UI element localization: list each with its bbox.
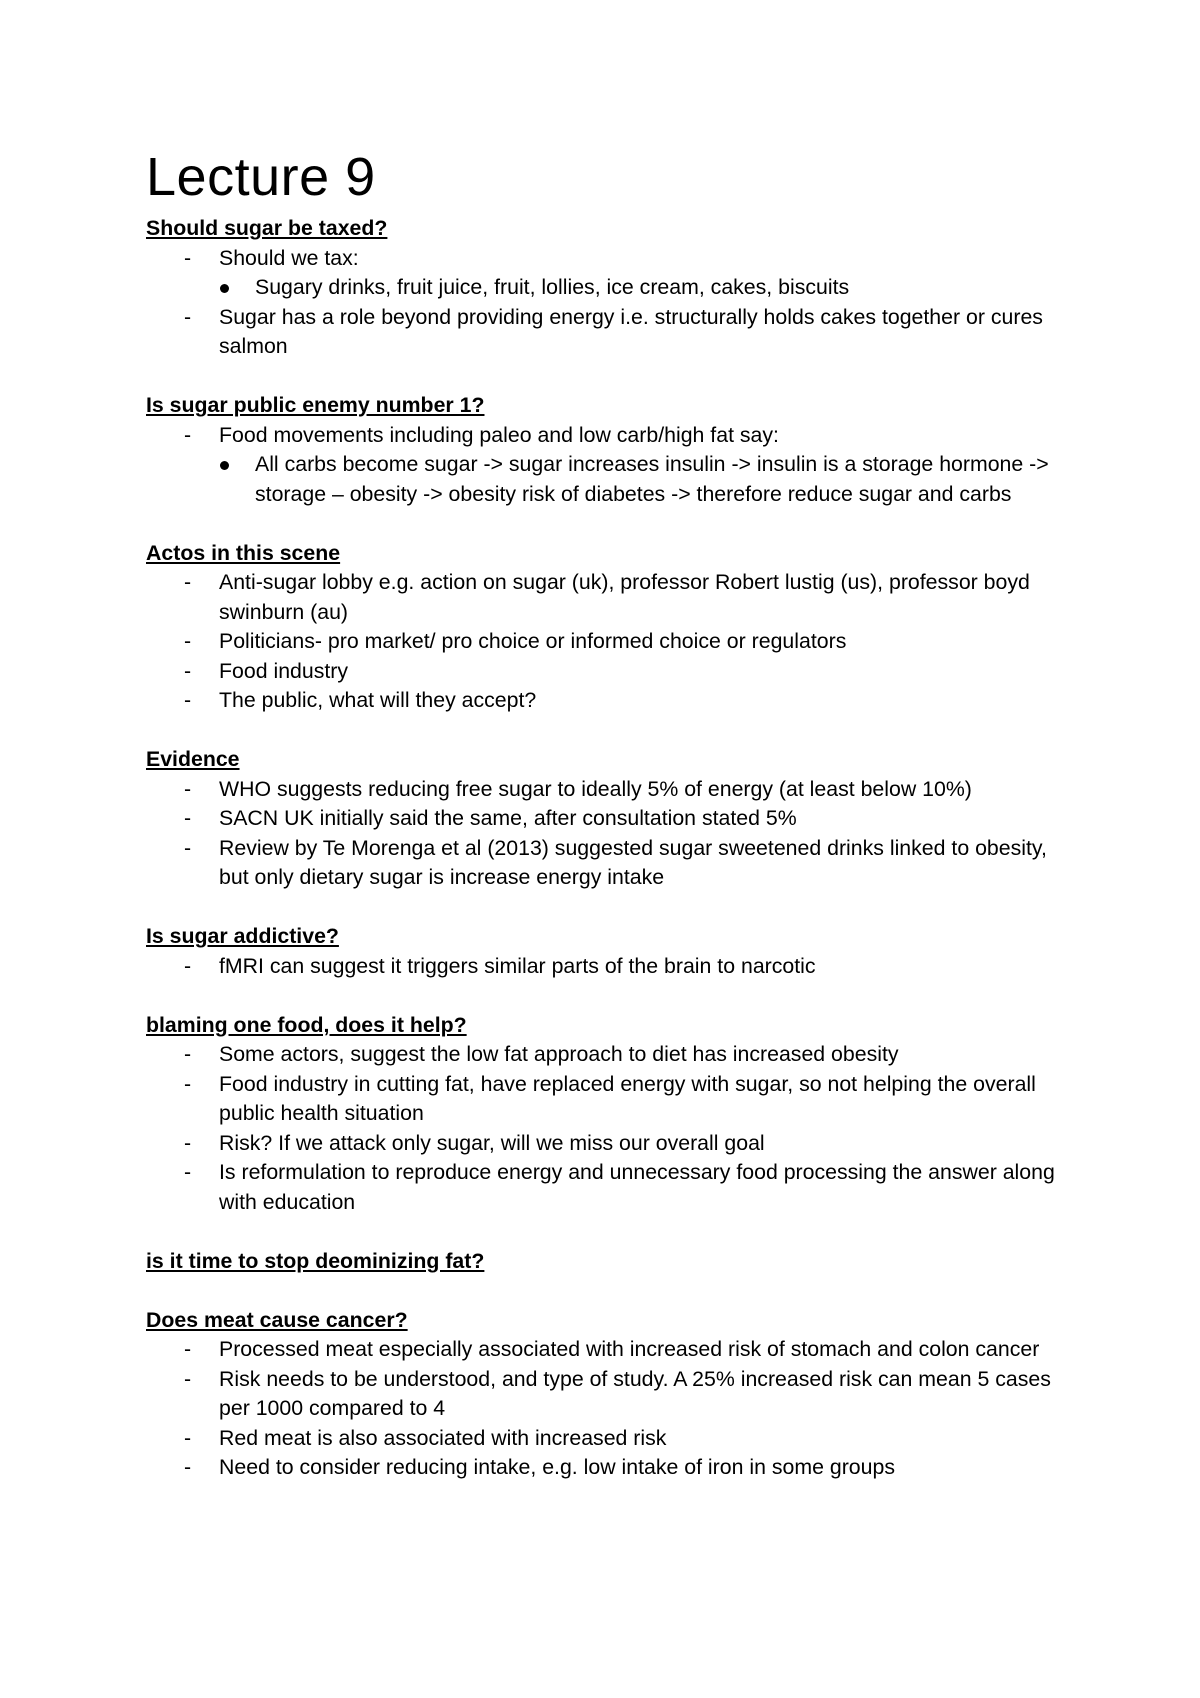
dash-bullet: - <box>184 1455 192 1479</box>
list-item <box>146 627 1066 657</box>
list-item <box>146 1424 1066 1454</box>
dash-bullet: - <box>184 658 192 683</box>
list-item-text: SACN UK initially said the same, after consultation stated 5% <box>219 806 797 830</box>
section-deominizing-fat <box>146 1247 1066 1277</box>
list-item-text: Sugar has a role beyond providing energy i.e. structurally holds cakes together or cures salmon <box>219 304 1043 358</box>
dash-bullet: - <box>184 304 192 329</box>
list-item-text: Processed meat especially associated with increased risk of stomach and colon cancer <box>219 1337 1040 1361</box>
section-heading: blaming one food, does it help? <box>146 1012 467 1037</box>
list-item <box>146 244 1066 274</box>
section-heading: Should sugar be taxed? <box>146 216 388 240</box>
dash-bullet: - <box>184 1160 192 1184</box>
sub-list-item <box>146 450 1066 509</box>
list-item <box>146 421 1066 451</box>
list-item-text: All carbs become sugar -> sugar increases insulin -> insulin is a storage hormone -> storage – obesity -> obesity risk of diabetes -> therefore reduce sugar and carbs <box>255 452 1049 506</box>
bullet-list <box>146 952 1066 982</box>
section-heading: Evidence <box>146 747 240 771</box>
list-item-text: Need to consider reducing intake, e.g. low intake of iron in some groups <box>219 1455 895 1479</box>
section-heading: Does meat cause cancer? <box>146 1307 408 1332</box>
list-item-text: Food industry <box>219 658 349 683</box>
dash-bullet: - <box>184 806 192 830</box>
list-item-text: Some actors, suggest the low fat approach to diet has increased obesity <box>219 1042 899 1066</box>
list-item-text: Food industry in cutting fat, have replaced energy with sugar, so not helping the overall public health situation <box>219 1071 1036 1125</box>
section-heading: is it time to stop deominizing fat? <box>146 1248 485 1273</box>
list-item <box>146 686 1066 716</box>
section-addictive <box>146 922 1066 981</box>
section-meat-cancer <box>146 1306 1066 1483</box>
bullet-list <box>146 568 1066 716</box>
section-public-enemy <box>146 391 1066 509</box>
list-item <box>146 303 1066 362</box>
section-spacer <box>146 1276 1066 1306</box>
bullet-list <box>146 1335 1066 1483</box>
list-item-text: WHO suggests reducing free sugar to ideally 5% of energy (at least below 10%) <box>219 776 972 801</box>
list-item <box>146 1158 1066 1217</box>
list-item-text: Risk needs to be understood, and type of study. A 25% increased risk can mean 5 cases per 1000 compared to 4 <box>219 1366 1051 1420</box>
dash-bullet: - <box>184 953 192 978</box>
dash-bullet: - <box>184 1130 192 1155</box>
bullet-list <box>146 775 1066 893</box>
dash-bullet: - <box>184 1366 192 1391</box>
list-item-text: Risk? If we attack only sugar, will we miss our overall goal <box>219 1130 765 1155</box>
bullet-list <box>146 1040 1066 1217</box>
section-spacer <box>146 1217 1066 1247</box>
section-actors <box>146 539 1066 716</box>
section-blaming-one-food <box>146 1011 1066 1218</box>
section-spacer <box>146 893 1066 923</box>
list-item-text: Red meat is also associated with increased risk <box>219 1425 667 1450</box>
list-item <box>146 804 1066 834</box>
list-item <box>146 568 1066 627</box>
list-item-text: Is reformulation to reproduce energy and unnecessary food processing the answer along with education <box>219 1160 1055 1214</box>
section-should-sugar-be-taxed <box>146 214 1066 362</box>
list-item-text: The public, what will they accept? <box>219 688 537 712</box>
list-item <box>146 1365 1066 1424</box>
list-item <box>146 1335 1066 1365</box>
list-item <box>146 1129 1066 1159</box>
list-item <box>146 952 1066 982</box>
section-heading: Is sugar public enemy number 1? <box>146 393 485 417</box>
bullet-list <box>146 244 1066 362</box>
dash-bullet: - <box>184 422 192 447</box>
section-spacer <box>146 716 1066 746</box>
dash-bullet: - <box>184 1425 192 1450</box>
dash-bullet: - <box>184 245 192 270</box>
dash-bullet: - <box>184 629 192 653</box>
section-spacer <box>146 981 1066 1011</box>
section-evidence <box>146 745 1066 893</box>
list-item <box>146 834 1066 893</box>
list-item <box>146 775 1066 805</box>
list-item-text: Sugary drinks, fruit juice, fruit, lollies, ice cream, cakes, biscuits <box>255 275 850 299</box>
section-spacer <box>146 362 1066 392</box>
list-item-text: fMRI can suggest it triggers similar parts of the brain to narcotic <box>219 953 816 978</box>
page-title: Lecture 9 <box>146 147 376 207</box>
dash-bullet: - <box>184 835 192 860</box>
dash-bullet: - <box>184 688 192 712</box>
dot-bullet <box>220 461 229 470</box>
list-item <box>146 1040 1066 1070</box>
dash-bullet: - <box>184 1042 192 1066</box>
dash-bullet: - <box>184 1071 192 1096</box>
list-item-text: Review by Te Morenga et al (2013) suggested sugar sweetened drinks linked to obesity, but only dietary sugar is increase energy intake <box>219 835 1047 889</box>
dash-bullet: - <box>184 570 192 594</box>
list-item <box>146 1453 1066 1483</box>
dot-bullet <box>220 284 229 293</box>
list-item <box>146 1070 1066 1129</box>
bullet-list <box>146 421 1066 510</box>
list-item <box>146 657 1066 687</box>
dash-bullet: - <box>184 1337 192 1361</box>
list-item-text: Should we tax: <box>219 245 359 270</box>
section-heading: Is sugar addictive? <box>146 924 339 948</box>
list-item-text: Politicians- pro market/ pro choice or informed choice or regulators <box>219 629 847 653</box>
dash-bullet: - <box>184 776 192 801</box>
section-spacer <box>146 509 1066 539</box>
document-body <box>146 214 1066 1483</box>
section-heading: Actos in this scene <box>146 540 341 565</box>
list-item-text: Food movements including paleo and low carb/high fat say: <box>219 422 779 447</box>
sub-list-item <box>146 273 1066 303</box>
list-item-text: Anti-sugar lobby e.g. action on sugar (uk), professor Robert lustig (us), professor boyd swinburn (au) <box>219 570 1030 624</box>
